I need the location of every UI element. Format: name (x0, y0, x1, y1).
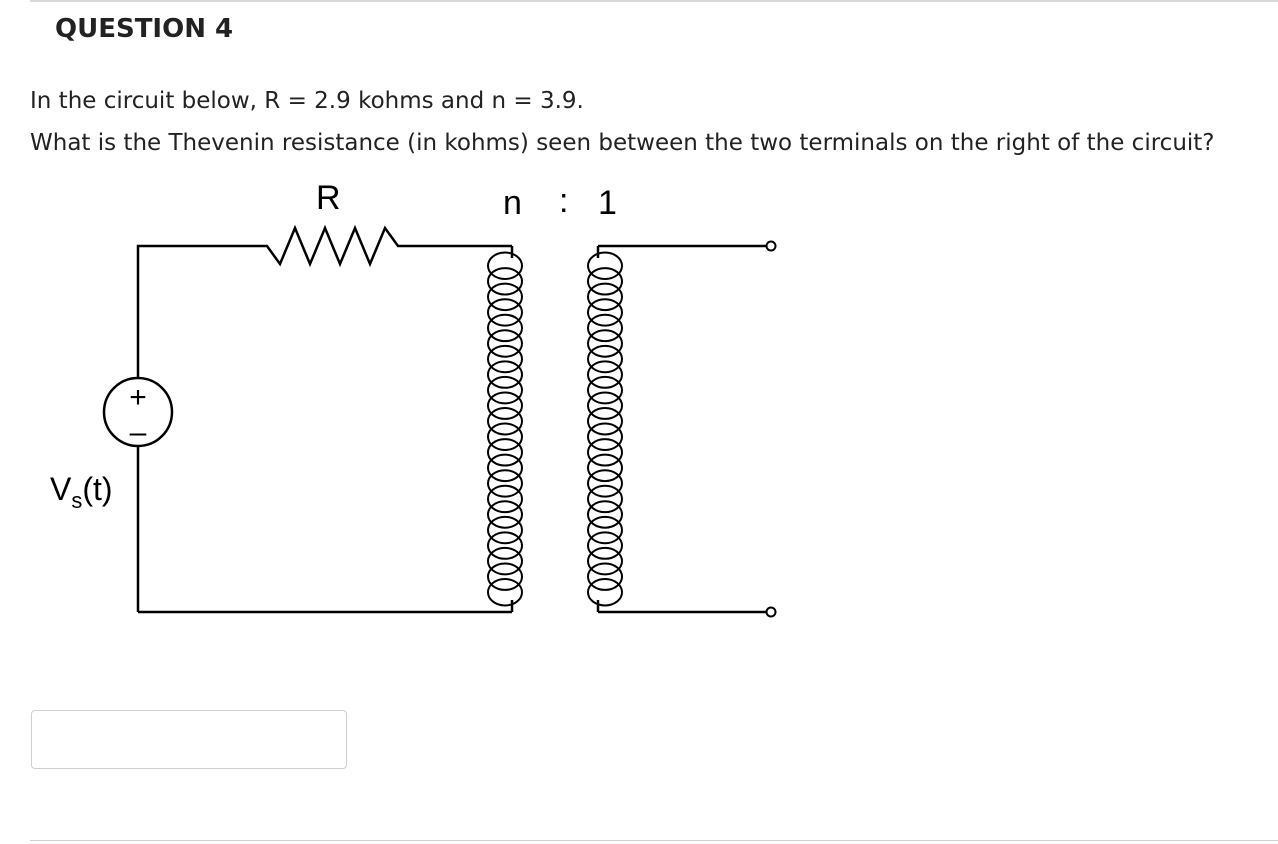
coil-loop (488, 361, 522, 387)
coil-loop (488, 392, 522, 418)
coil-loop (488, 330, 522, 356)
coil-loop (488, 408, 522, 434)
coil-loop (488, 548, 522, 574)
coil-loop (588, 299, 622, 325)
coil-loop (488, 517, 522, 543)
question-title: QUESTION 4 (55, 14, 234, 44)
resistor-label: R (316, 179, 341, 217)
coil-loop (588, 470, 622, 496)
source-plus-sign: + (129, 381, 147, 414)
coil-loop (588, 424, 622, 450)
coil-loop (488, 455, 522, 481)
output-terminal-bottom[interactable] (767, 608, 776, 617)
coil-loop (588, 392, 622, 418)
turns-ratio-n: n (503, 184, 522, 222)
coil-loop (488, 486, 522, 512)
turns-ratio-1: 1 (598, 184, 617, 222)
output-terminal-top[interactable] (767, 242, 776, 251)
primary-coil (488, 253, 522, 606)
coil-loop (588, 532, 622, 558)
source-minus-sign: – (129, 416, 147, 449)
coil-loop (588, 315, 622, 341)
coil-loop (588, 330, 622, 356)
source-label: $V_s(t)$ (50, 471, 113, 513)
coil-loop (588, 455, 622, 481)
coil-loop (488, 268, 522, 294)
voltage-source (104, 378, 172, 449)
coil-loop (488, 501, 522, 527)
coil-loop (588, 253, 622, 279)
coil-loop (588, 377, 622, 403)
primary-wiring (138, 228, 512, 612)
coil-loop (588, 284, 622, 310)
coil-loop (488, 579, 522, 605)
secondary-coil (588, 253, 622, 606)
coil-loop (488, 532, 522, 558)
question-text-line-2: What is the Thevenin resistance (in kohms) seen between the two terminals on the right of the circuit? (30, 130, 1215, 156)
coil-loop (588, 563, 622, 589)
coil-loop (588, 361, 622, 387)
coil-loop (488, 253, 522, 279)
coil-loop (588, 486, 622, 512)
coil-loop (488, 377, 522, 403)
coil-loop (488, 299, 522, 325)
coil-loop (488, 424, 522, 450)
coil-loop (488, 470, 522, 496)
coil-loop (588, 517, 622, 543)
coil-loop (488, 563, 522, 589)
bottom-divider (30, 840, 1278, 841)
coil-loop (588, 439, 622, 465)
coil-loop (588, 501, 622, 527)
turns-ratio-separator: : (559, 182, 569, 220)
coil-loop (588, 579, 622, 605)
coil-loop (488, 315, 522, 341)
coil-loop (488, 346, 522, 372)
question-text-line-1: In the circuit below, R = 2.9 kohms and n = 3.9. (30, 88, 584, 114)
answer-input[interactable] (31, 710, 347, 769)
secondary-wiring (598, 246, 766, 612)
coil-loop (588, 548, 622, 574)
coil-loop (588, 346, 622, 372)
coil-loop (588, 268, 622, 294)
coil-loop (588, 408, 622, 434)
resistor-zigzag (138, 228, 512, 379)
coil-loop (488, 284, 522, 310)
coil-loop (488, 439, 522, 465)
